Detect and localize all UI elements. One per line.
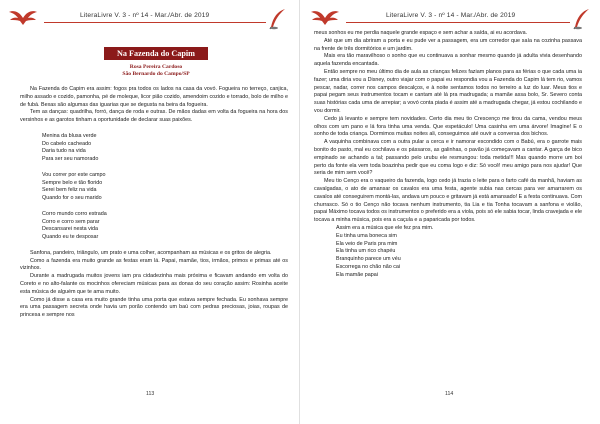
paragraph: Como a fazenda era muito grande as festas eram lá. Papai, mamãe, tios, irmãos, primos e primas até os vizinhos. <box>20 257 288 272</box>
paragraph: Sanfona, pandeiro, triângulo, um prato e uma colher, acompanham as músicas e os gritos de alegria. <box>30 249 272 256</box>
paragraph: Então sempre no meu último dia de aula as crianças felizes faziam planos para as férias o que cada uma ia fazer; uma diria vou a Disney, outro viajar com o papai eu respondia vou a Fazenda do Capim lá tem rio, vamos pescar, nadar, correr nos campos descalços, e à noite sentamos todos no terreiro a luz do luar. Meus tios e papai pegam seus instrumentos tocam e cantam até lá pra madrugada; a mamãe assa bolo, Sr. Severo conta suas histórias cada uma de arrepiar; a vovó conta piada é assim até a madrugada chegar, já estou cochilando e vou dormir. <box>314 68 582 114</box>
verse-line: Vou correr por este campo <box>42 171 106 178</box>
verse-line: Corro mundo corro estrada <box>42 210 107 217</box>
left-body <box>20 86 288 320</box>
author-block <box>0 64 300 78</box>
verse-line: Eu tinha uma boneca sim <box>336 232 397 239</box>
header-title: LiteraLivre V. 3 - nº 14 - Mar./Abr. de 2019 <box>386 12 516 19</box>
article-title: Na Fazenda do Capim <box>104 47 208 60</box>
verse-line: Ela tinha um rico chapéu <box>336 248 396 255</box>
header-divider <box>44 22 266 23</box>
verse-line: Serei bem feliz na vida <box>42 187 97 194</box>
paragraph: A vaquinha combinava com a outra pular a cerca e ir namorar escondido com o Babú, era o garrote mais bonito do pasto, mal eu cochilava e os pássaros, as galinhas, o pavão já começavam a cantar. A garça de bico empinado se achando a tal; passando pelo urubu ele resmungou: toda metida!!! Mas quando morre um boi perto da fonte ela vem toda boazinha pedir que eu coma logo e diz: Só você! meu amigo para nos ajudar! Que seria de mim sem você? <box>314 139 582 177</box>
verse-line: Ela mamãe papai <box>336 271 378 278</box>
paragraph: Meu tio Cenço era o vaqueiro da fazenda, logo cedo já trazia o leite para o farto café da manhã, haviam as cavalgadas, o ato de amansar os cavalos era uma festa, agente subia nas cercas para ver amarrarem os cavalos até conseguirem montá-las, andava um pouco e gritavam já está amansado! E a festa continuava. Com churrasco. Só o tio Cenço não tocava nenhum instrumento, tia Lia e tia Tonha tocavam a sanfona e violão, papai Máximo tocava todos os instrumentos o preferido era a viola, pois só ele sabia tocar, linda cravejada e ele tocava a minha música, pois era a caçula e a paparicada por todos. <box>314 178 582 224</box>
page-header <box>300 6 600 28</box>
verse-line: Ela veio de Paris pra mim <box>336 240 398 247</box>
verse-stanza <box>42 133 288 164</box>
right-body <box>314 30 582 280</box>
verse-line: Quando eu te desposar <box>42 234 99 241</box>
page-number: 113 <box>146 391 155 397</box>
paragraph: Tem as danças: quadrilha, forró, dança de roda e outras. De mãos dadas em volta da fogueira na hora dos versinhos e as garotos tinham a oportunidade de declarar suas paixões. <box>20 109 288 124</box>
verse-line: Assim era a música que ele fez pra mim. <box>336 224 434 231</box>
paragraph: Durante a madrugada muitos jovens iam pra cidadezinha mais próxima e ficavam andando em volta do Coreto e no alto-falante os mocinhos ofereciam músicas para as donas do seu coração assim: Rosinha aceite esta música de alguém que te ama muito. <box>20 273 288 295</box>
author-name: Rosa Pereira Cardoso <box>129 64 183 70</box>
paragraph: meus sonhos eu me perdia naquele grande espaço e sem achar a saída, ai eu acordava. <box>314 30 528 36</box>
verse-line: Do cabelo cacheado <box>42 140 92 147</box>
paragraph: Na Fazenda do Capim era assim: fogos pra todos os lados na casa da vovó. Fogueira no terreço, canjica, milho assado e cozido, pamonha, pé de moleque, licor pião cozido, amendoim cozido e torrado, bolo de milho e de fubá. Bexas são algumas das iguarias que se degusta na beira da fogueira. <box>20 86 288 108</box>
verse-line: Descansarei nesta vida <box>42 226 99 233</box>
header-title: LiteraLivre V. 3 - nº 14 - Mar./Abr. de 2019 <box>80 12 210 19</box>
author-place: São Bernardo do Campo/SP <box>122 71 190 78</box>
verse-stanza <box>336 225 582 280</box>
verse-line: Quando for o seu marido <box>42 195 102 202</box>
paragraph: Até que um dia abriram a porta e eu pude ver a passagem, era um corredor que saía na cozinha passava na frente de três dormitórios e um jardim. <box>314 37 582 52</box>
paragraph: Cedo já levanto e sempre tem novidades. Certo dia meu tio Crescenço me tirou da cama, vendou meus olhos com um pano e lá fora tinha uma venda. Que espetáculo! Uma casinha em uma árvore! Imagine! E o sonho de toda criança. Dormimos muitas noites ali, conseguimos até ouvir a conversa dos bichos. <box>314 115 582 138</box>
verse-line: Para ser seu namorado <box>42 156 99 163</box>
verse-line: Corro e corro sem parar <box>42 218 100 225</box>
paragraph: Como já disse a casa era muito grande tinha uma porta que estava sempre fechada. Eu sonhava sempre era uma passagem secreta onde havia um porão contendo um baú com pedras preciosas, joias, roupas de princesa e sempre nos <box>20 296 288 319</box>
verse-line: Sempre belo e tão florido <box>42 179 103 186</box>
page-header <box>0 6 300 28</box>
right-page <box>300 0 600 424</box>
verse-stanza <box>42 211 288 242</box>
header-divider <box>346 22 570 23</box>
quill-icon <box>268 8 288 30</box>
verse-stanza <box>42 172 288 203</box>
verse-line: Menina da blusa verde <box>42 132 97 139</box>
paragraph: Mais era tão maravilhoso o sonho que eu continuava a sonhar mesmo quando já adulta vivia desenhando aquela fazenda encantada. <box>314 53 582 68</box>
verse-line: Daria tudo na vida <box>42 148 86 155</box>
verse-line: Branquinho parece um véu <box>336 256 401 263</box>
bird-logo-icon <box>310 9 340 27</box>
bird-logo-icon <box>8 9 38 27</box>
page-number: 114 <box>445 391 454 397</box>
verse-line: Escorrega no chão não cai <box>336 263 401 270</box>
quill-icon <box>572 8 592 30</box>
